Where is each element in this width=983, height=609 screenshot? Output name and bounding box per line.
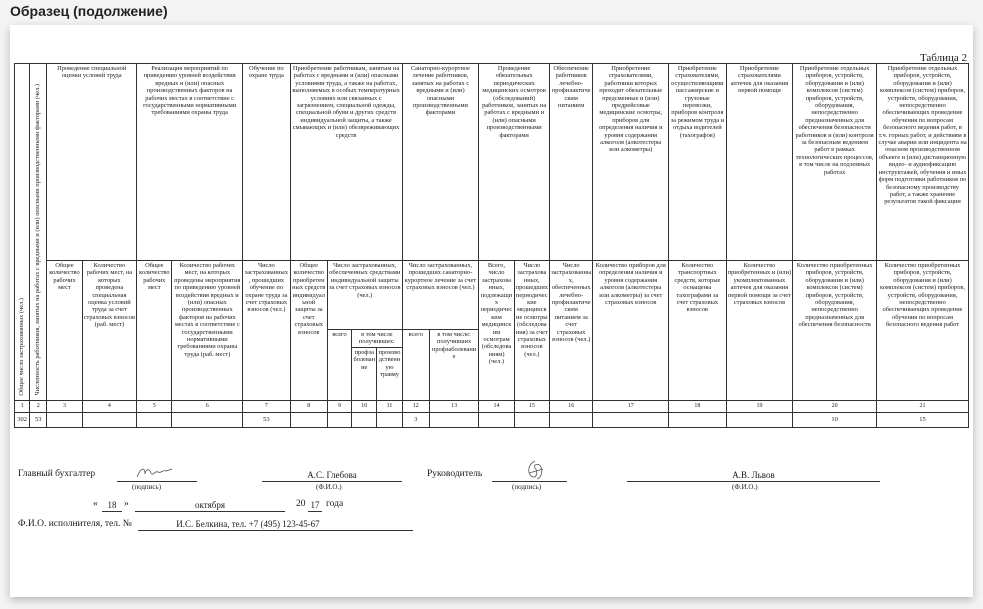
date-month-line (135, 511, 285, 512)
value-cell (514, 412, 549, 427)
sub-c9to11: Число застрахованных, обеспеченных средствами индивидуальной защиты за счет страховых взносов (чел.) (327, 261, 402, 330)
col-number: 7 (243, 400, 290, 412)
manager-signature (523, 459, 547, 481)
value-cell (47, 412, 82, 427)
value-cell (479, 412, 514, 427)
accountant-label: Главный бухгалтер (18, 469, 96, 479)
date-month: октября (195, 500, 225, 510)
sub-c15: Число застрахованных, прошедших периодические медицинские осмотры (обследования) за счет страховых взносов (чел.) (514, 261, 549, 401)
col-number: 21 (877, 400, 969, 412)
date-open-quote: « (93, 499, 98, 509)
executor-value: И.С. Белкина, тел. +7 (495) 123-45-67 (176, 519, 320, 529)
sub-c19: Количество приобретенных и (или) укомплектованных аптечек для оказания первой помощи за счет страховых взносов (726, 261, 793, 401)
sub-c6: Количество рабочих мест, на которых проведены мероприятия по приведению уровней воздействия вредных и (или) опасных производственных факторов на рабочих местах в соответствие с государственными нормативными требованиями охраны труда (раб. мест) (172, 261, 243, 401)
date-day-line (102, 511, 122, 512)
accountant-fio-caption: (Ф.И.О.) (316, 483, 342, 491)
sub-c16: Число застрахованных, обеспеченных лечебно-профилактическим питанием за счет страховых взносов (чел.) (549, 261, 592, 401)
col-number: 5 (137, 400, 172, 412)
executor-label: Ф.И.О. исполнителя, тел. № (18, 519, 132, 529)
date-year-word: года (326, 499, 344, 509)
col-number: 20 (793, 400, 877, 412)
sub-c8: Общее количество приобретенных средств индивидуальной защиты за счет страховых взносов (290, 261, 327, 401)
value-cell (82, 412, 137, 427)
col-number: 19 (726, 400, 793, 412)
col-number: 1 (15, 400, 30, 412)
accountant-name-line (262, 481, 402, 482)
date-year-suffix: 17 (310, 500, 320, 510)
accountant-signature-line (117, 481, 197, 482)
sub-c3: Общее количество рабочих мест (47, 261, 82, 401)
sub-c12: всего (402, 330, 429, 401)
col-number: 18 (669, 400, 727, 412)
value-cell (352, 412, 377, 427)
date-year-prefix: 20 (296, 499, 306, 509)
manager-name: А.В. Львов (732, 470, 775, 480)
group-tachographs: Приобретение страхователями, осуществляющими пассажирские и грузовые перевозки, приборов контроля за режимом труда и отдыха водителей (тахографов) (669, 64, 727, 261)
group-first-aid: Приобретение страхователями аптечек для оказания первой помощи (726, 64, 793, 261)
manager-signature-line (492, 481, 567, 482)
sub-c7: Число застрахованных, прошедших обучение по охране труда за счет страховых взносов (чел.) (243, 261, 290, 401)
column-numbers-row (15, 400, 969, 412)
group-sout: Проведение специальной оценки условий труда (47, 64, 137, 261)
sub-c13: в том числе: получивших профзаболевание (429, 330, 478, 401)
col-number: 14 (479, 400, 514, 412)
group-measures: Реализация мероприятий по приведению уровней воздействия вредных и (или) опасных производственных факторов на рабочих местах в соответствие с государственными нормативными требованиями охраны труда (137, 64, 243, 261)
form-sheet (10, 25, 973, 597)
col-number: 17 (593, 400, 669, 412)
value-cell: 10 (793, 412, 877, 427)
value-cell (429, 412, 478, 427)
sub-c9: всего (327, 330, 351, 401)
value-cell (327, 412, 351, 427)
sub-c12to13: Число застрахованных, прошедших санаторно-курортное лечение за счет страховых взносов (чел.) (402, 261, 479, 330)
col-number: 3 (47, 400, 82, 412)
value-cell (726, 412, 793, 427)
manager-label: Руководитель (427, 469, 483, 479)
sub-c10to11: в том числе получивших: (352, 330, 402, 348)
col-number: 10 (352, 400, 377, 412)
col-number: 12 (402, 400, 429, 412)
value-cell: 53 (30, 412, 47, 427)
sub-c21: Количество приобретенных приборов, устройств, оборудования и (или) комплексов (систем) приборов, устройств, оборудования, непосредственно обеспечивающих проведение обучения по вопросам безопасного ведения работ (877, 261, 969, 401)
col-number: 8 (290, 400, 327, 412)
page-heading: Образец (подолжение) (10, 3, 168, 19)
group-safety-devices: Приобретение отдельных приборов, устройств, оборудования и (или) комплексов (систем) приборов, устройств, оборудования, непосредственно предназначенных для обеспечения безопасности работников и (или) контроля за безопасным ведением работ в рамках технологических процессов, в том числе на подземных работах (793, 64, 877, 261)
table-label: Таблица 2 (919, 52, 967, 64)
col-number: 16 (549, 400, 592, 412)
sub-c17: Количество приборов для определения наличия и уровня содержания алкоголя (алкотестеры или алкометры) за счет страховых взносов (593, 261, 669, 401)
col-number: 2 (30, 400, 47, 412)
group-training: Обучение по охране труда (243, 64, 290, 261)
value-cell (137, 412, 172, 427)
sub-c18: Количество транспортных средств, которые оснащены тахографами за счет страховых взносов (669, 261, 727, 401)
col-number: 13 (429, 400, 478, 412)
value-cell: 15 (877, 412, 969, 427)
value-cell (377, 412, 402, 427)
group-medical: Проведение обязательных периодических медицинских осмотров (обследований) работников, занятых на работах с вредными и (или) опасными производственными факторами (479, 64, 550, 261)
value-cell (549, 412, 592, 427)
value-cell (669, 412, 727, 427)
header-hazard-workers: Численность работников, занятых на работах с вредными и (или) опасными производственными факторами (чел.) (30, 64, 47, 401)
manager-signature-caption: (подпись) (512, 483, 542, 491)
date-close-quote: » (124, 499, 129, 509)
value-cell (172, 412, 243, 427)
value-cell: 302 (15, 412, 30, 427)
accountant-signature-caption: (подпись) (132, 483, 162, 491)
date-day: 18 (107, 500, 117, 510)
manager-fio-caption: (Ф.И.О.) (732, 483, 758, 491)
sub-c11: производственную травму (377, 347, 402, 400)
col-number: 4 (82, 400, 137, 412)
sub-c10: профзаболевание (352, 347, 377, 400)
header-total-insured: Общее число застрахованных (чел.) (15, 64, 30, 401)
sub-c4: Количество рабочих мест, на которых проведена специальная оценка условий труда за счет страховых взносов (раб. мест) (82, 261, 137, 401)
date-year-line (308, 511, 322, 512)
value-cell (593, 412, 669, 427)
group-ppe: Приобретение работникам, занятым на работах с вредными и (или) опасными условиями труда, а также на работах, выполняемых в особых температурных условиях или связанных с загрязнением, специальной одежды, специальной обуви и других средств индивидуальной защиты, а также смывающих и (или) обезвреживающих средств (290, 64, 402, 261)
report-table (14, 63, 969, 428)
accountant-name: А.С. Глебова (307, 470, 357, 480)
col-number: 9 (327, 400, 351, 412)
col-number: 15 (514, 400, 549, 412)
value-cell: 3 (402, 412, 429, 427)
group-alcotesters: Приобретение страхователями, работники которых проходят обязательные предсменные и (или) предрейсовые медицинские осмотры, приборов для определения наличия и уровня содержания алкоголя (алкотестеры или алкометры) (593, 64, 669, 261)
sub-c14: Всего, число застрахованных, подлежащих периодическим медицинским осмотрам (обследованиям) (чел.) (479, 261, 514, 401)
manager-name-line (627, 481, 880, 482)
values-row (15, 412, 969, 427)
group-training-devices: Приобретение отдельных приборов, устройств, оборудования и (или) комплексов (систем) приборов, устройств, оборудования, непосредственно обеспечивающих проведение обучения по вопросам безопасного ведения работ, в т.ч. горных работ, и действиям в случае аварии или инцидента на опасном производственном объекте и (или) дистанционную видео- и аудиофиксацию инструктажей, обучения и иных форм подготовки работников по безопасному производству работ, а также хранение результатов такой фиксации (877, 64, 969, 261)
sub-c20: Количество приобретенных приборов, устройств, оборудования и (или) комплексов (систем) приборов, устройств, оборудования, непосредственно предназначенных для обеспечения безопасности (793, 261, 877, 401)
group-sanatorium: Санаторно-курортное лечение работников, занятых на работах с вредными и (или) опасными производственными факторами (402, 64, 479, 261)
accountant-signature (135, 465, 175, 481)
group-nutrition: Обеспечение работников лечебно-профилактическим питанием (549, 64, 592, 261)
executor-line (138, 530, 413, 531)
value-cell: 53 (243, 412, 290, 427)
col-number: 6 (172, 400, 243, 412)
value-cell (290, 412, 327, 427)
col-number: 11 (377, 400, 402, 412)
sub-c5: Общее количество рабочих мест (137, 261, 172, 401)
